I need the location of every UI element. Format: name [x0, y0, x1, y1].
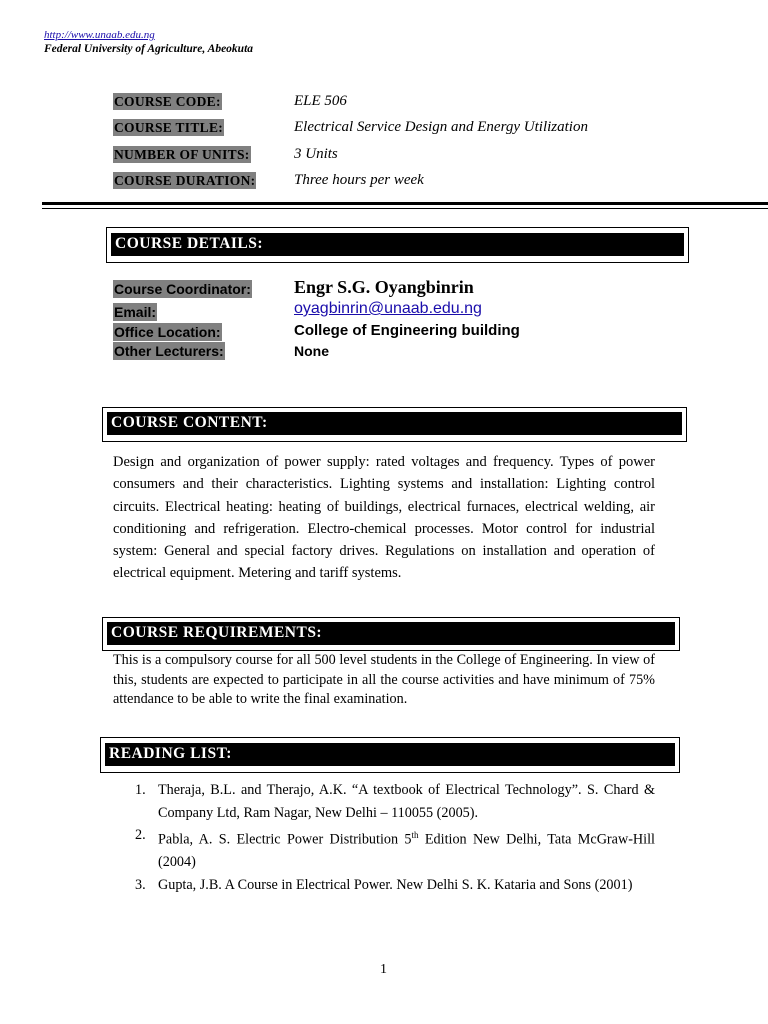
course-code-value: ELE 506 [294, 93, 347, 109]
course-requirements-text: This is a compulsory course for all 500 level students in the College of Engineering. In view of this, students are expected to participate in all the course activities and have minimum of 75% attendance to be able to write the final examination. [113, 652, 655, 707]
university-url-link[interactable]: http://www.unaab.edu.ng [44, 29, 155, 41]
coordinator-label: Course Coordinator: [114, 281, 251, 297]
number-of-units-label: NUMBER OF UNITS: [114, 147, 250, 162]
course-title-label: COURSE TITLE: [114, 120, 224, 135]
course-duration-label: COURSE DURATION: [114, 173, 256, 188]
reading-list-item [128, 779, 655, 824]
reference-text-post: Edition New Delhi, Tata McGraw-Hill (2004) [158, 831, 655, 871]
institution-name: Federal University of Agriculture, Abeokuta [44, 43, 254, 55]
email-label: Email: [114, 304, 157, 320]
course-details-heading-box [106, 227, 689, 263]
reference-text-pre: Pabla, A. S. Electric Power Distribution 5 [158, 831, 412, 848]
course-requirements-heading: COURSE REQUIREMENTS: [107, 622, 675, 645]
course-title-value: Electrical Service Design and Energy Utilization [294, 119, 588, 135]
thick-divider [42, 202, 768, 205]
course-details-heading: COURSE DETAILS: [111, 233, 684, 256]
other-lecturers-value: None [294, 343, 329, 359]
office-location-label: Office Location: [114, 324, 221, 340]
course-duration-value: Three hours per week [294, 172, 424, 188]
course-content-text: Design and organization of power supply: rated voltages and frequency. Types of power consumers and their characteristics. Lighting systems and installation: Lighting control circuits. Electrical heating: heating of buildings, electrical furnaces, electrical welding, air conditioning and refrigeration. Electro-chemical processes. Motor control for industrial system: General and special factory drives. Regulations on installation and operation of electrical equipment. Metering and tariff systems. [113, 454, 655, 582]
item-number: 3. [135, 876, 146, 893]
coordinator-name: Engr S.G. Oyangbinrin [294, 277, 474, 297]
superscript: th [411, 830, 419, 840]
email-link[interactable]: oyagbinrin@unaab.edu.ng [294, 300, 482, 317]
item-number: 2. [135, 827, 146, 843]
course-code-label: COURSE CODE: [114, 94, 221, 109]
other-lecturers-label: Other Lecturers: [114, 343, 224, 359]
reading-list-heading: READING LIST: [105, 743, 675, 766]
reading-list [128, 779, 655, 896]
course-content-heading-box [102, 407, 687, 442]
thin-divider [42, 208, 768, 209]
reference-text: Theraja, B.L. and Therajo, A.K. “A textbook of Electrical Technology”. S. Chard & Company Ltd, Ram Nagar, New Delhi – 110055 (2005). [158, 782, 655, 821]
page-number: 1 [380, 962, 387, 977]
reading-list-heading-box [100, 737, 680, 773]
item-number: 1. [135, 782, 146, 798]
reading-list-item [128, 824, 655, 874]
reading-list-item [128, 874, 655, 897]
number-of-units-value: 3 Units [294, 146, 338, 162]
office-location-value: College of Engineering building [294, 322, 520, 339]
reference-text: Gupta, J.B. A Course in Electrical Power. New Delhi S. K. Kataria and Sons (2001) [158, 876, 633, 893]
course-requirements-heading-box [102, 617, 680, 651]
course-content-heading: COURSE CONTENT: [107, 412, 682, 435]
